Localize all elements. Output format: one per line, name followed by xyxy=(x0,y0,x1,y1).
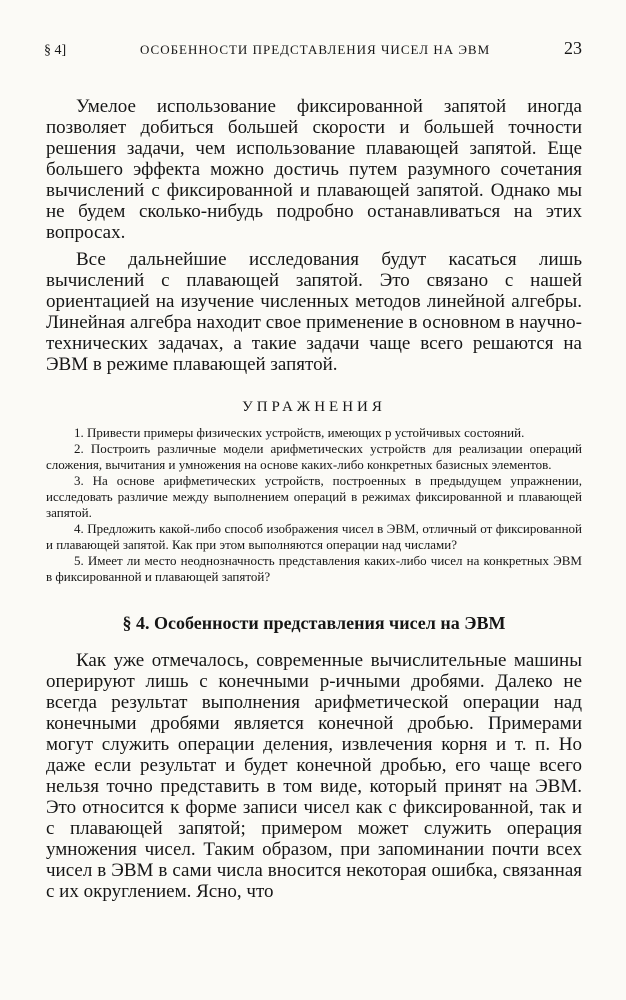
paragraph: Все дальнейшие исследования будут касаться лишь вычислений с плавающей запятой. Это связано с нашей ориентацией на изучение численных методов линейной алгебры. Линейная алгебра находит свое применение в основном в научно-технических задачах, а такие задачи чаще всего решаются на ЭВМ в режиме плавающей запятой. xyxy=(46,249,582,375)
page-number: 23 xyxy=(563,38,582,58)
exercise-item: 2. Построить различные модели арифметических устройств для реализации операций сложения, вычитания и умножения на основе каких-либо конкретных базисных элементов. xyxy=(46,441,582,472)
exercises-heading: УПРАЖНЕНИЯ xyxy=(242,399,386,415)
exercise-item: 5. Имеет ли место неоднозначность представления каких-либо чисел на конкретных ЭВМ в фиксированной и плавающей запятой? xyxy=(46,553,582,584)
header-section-mark: § 4] xyxy=(44,43,67,58)
section-heading: § 4. Особенности представления чисел на ЭВМ xyxy=(122,613,506,633)
exercise-item: 4. Предложить какой-либо способ изображения чисел в ЭВМ, отличный от фиксированной и плавающей запятой. Как при этом выполняются операции над числами? xyxy=(46,521,582,552)
running-header xyxy=(44,38,582,59)
exercise-item: 3. На основе арифметических устройств, построенных в предыдущем упражнении, исследовать различие между выполнением операций в режимах фиксированной и плавающей запятой. xyxy=(46,473,582,520)
exercise-item: 1. Привести примеры физических устройств, имеющих p устойчивых состояний. xyxy=(74,425,525,440)
page-body xyxy=(46,96,582,902)
paragraph: Умелое использование фиксированной запятой иногда позволяет добиться большей скорости и большей точности решения задачи, чем использование плавающей запятой. Еще большего эффекта можно достичь путем разумного сочетания вычислений с фиксированной и плавающей запятой. Однако мы не будем сколько-нибудь подробно останавливаться на этих вопросах. xyxy=(46,96,582,243)
header-title: ОСОБЕННОСТИ ПРЕДСТАВЛЕНИЯ ЧИСЕЛ НА ЭВМ xyxy=(139,42,491,57)
paragraph: Как уже отмечалось, современные вычислительные машины оперируют лишь с конечными p-ичными дробями. Далеко не всегда результат выполнения арифметической операции над конечными дробями является конечной дробью. Примерами могут служить операции деления, извлечения корня и т. п. Но даже если результат и будет конечной дробью, его чаще всего нельзя точно представить в том виде, который принят на ЭВМ. Это относится к форме записи чисел как с фиксированной, так и с плавающей запятой; примером может служить операция умножения чисел. Таким образом, при запоминании почти всех чисел в ЭВМ в сами числа вносится некоторая ошибка, связанная с их округлением. Ясно, что xyxy=(46,650,582,902)
